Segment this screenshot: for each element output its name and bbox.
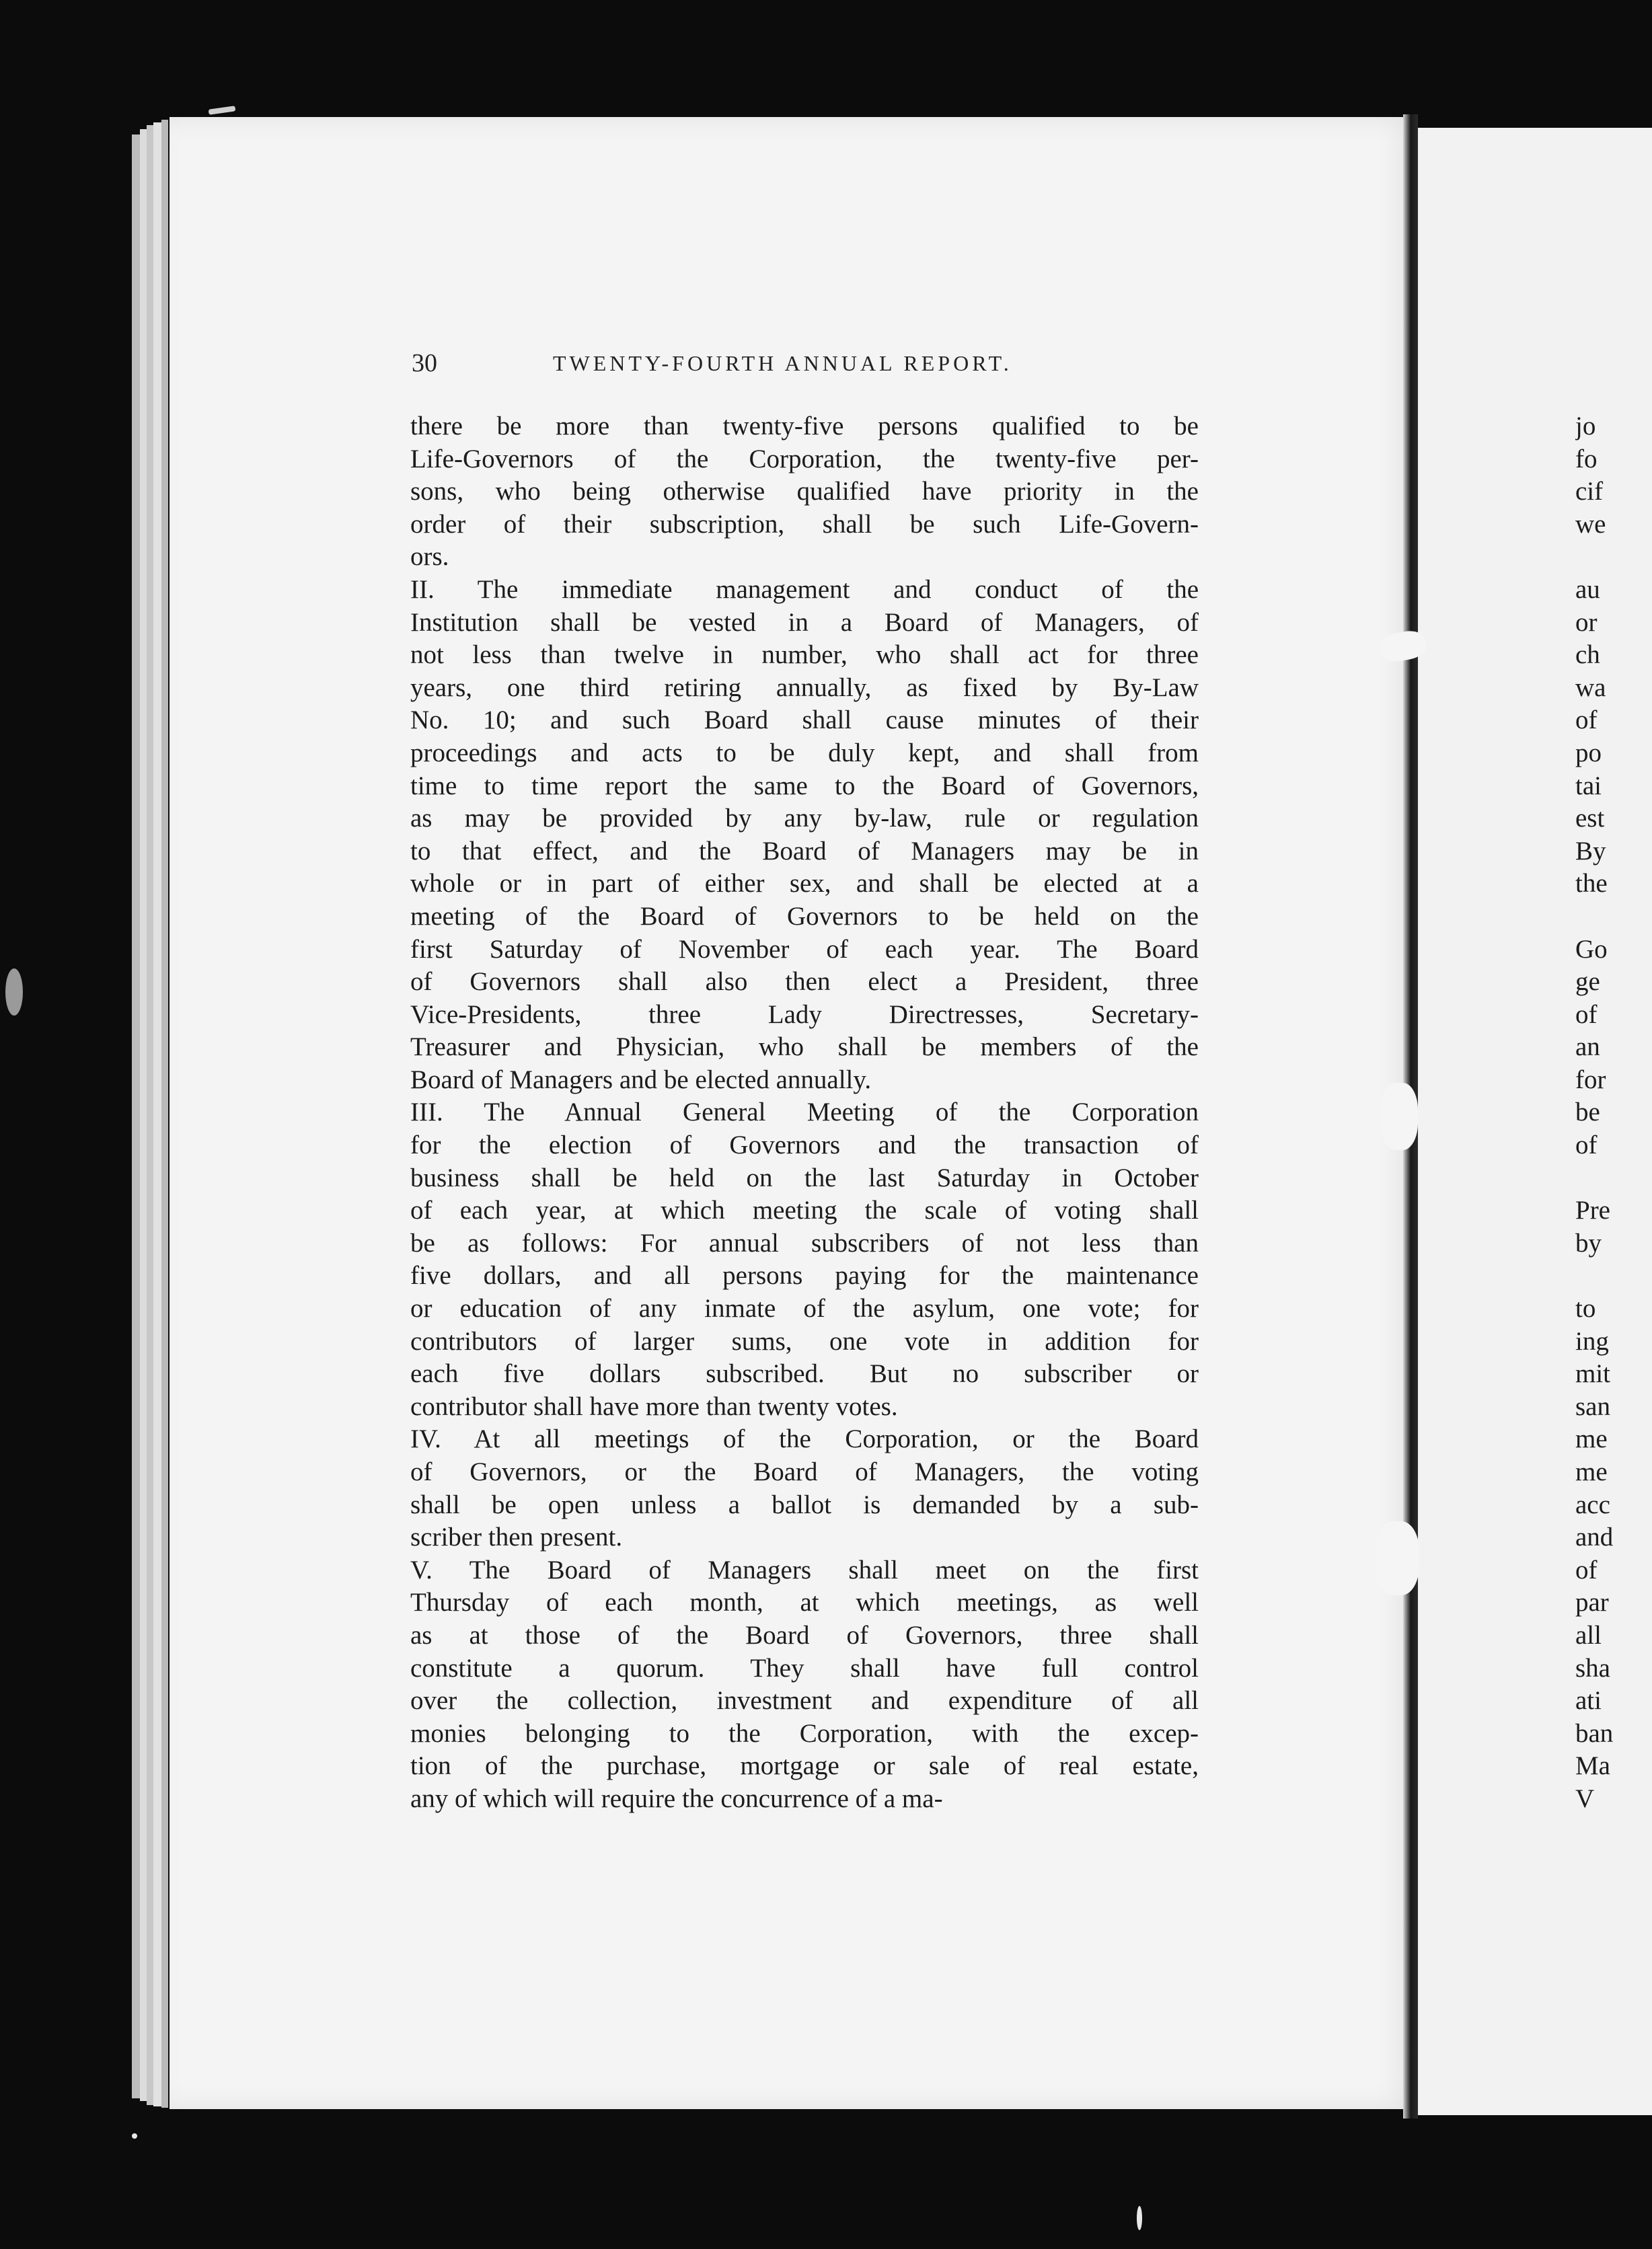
text-fragment: san <box>1575 1392 1610 1421</box>
running-head: TWENTY-FOURTH ANNUAL REPORT. <box>553 351 1012 375</box>
text-fragment: au <box>1575 574 1600 604</box>
scan-artifact <box>209 106 236 114</box>
text-line: of Governors, or the Board of Managers, the voting <box>410 1457 1199 1486</box>
text-line: monies belonging to the Corporation, with the excep- <box>410 1718 1199 1748</box>
text-line: Vice-Presidents, three Lady Directresses, Secretary- <box>410 999 1199 1029</box>
text-fragment: ban <box>1575 1718 1614 1748</box>
text-fragment: or <box>1575 607 1598 637</box>
text-line: to that effect, and the Board of Managers may be in <box>410 836 1199 866</box>
text-fragment: sha <box>1575 1653 1610 1683</box>
text-line: first Saturday of November of each year. The Board <box>410 934 1199 964</box>
text-fragment: tai <box>1575 771 1602 800</box>
text-fragment: an <box>1575 1032 1600 1062</box>
binding-staple <box>1380 1083 1418 1150</box>
text-line: proceedings and acts to be duly kept, and shall from <box>410 738 1199 767</box>
text-line: shall be open unless a ballot is demanded by a sub- <box>410 1490 1199 1519</box>
text-fragment: of <box>1575 1131 1598 1160</box>
text-line: contributor shall have more than twenty votes. <box>410 1392 898 1421</box>
text-line: not less than twelve in number, who shall act for three <box>410 640 1199 670</box>
text-line: business shall be held on the last Saturday in October <box>410 1163 1199 1192</box>
text-fragment: by <box>1575 1228 1602 1258</box>
text-line: any of which will require the concurrence of a ma- <box>410 1784 943 1813</box>
text-line: Treasurer and Physician, who shall be members of the <box>410 1032 1199 1062</box>
text-fragment: ing <box>1575 1326 1609 1356</box>
text-line: III. The Annual General Meeting of the Corporation <box>410 1098 1199 1127</box>
text-line: V. The Board of Managers shall meet on the first <box>410 1555 1199 1585</box>
text-fragment: fo <box>1575 444 1598 473</box>
text-fragment <box>1575 901 1652 933</box>
text-fragment: By <box>1575 836 1606 866</box>
page-edge <box>140 129 147 2101</box>
page-edge <box>147 125 153 2105</box>
text-fragment <box>1575 1162 1652 1195</box>
text-fragment <box>1575 541 1652 574</box>
text-fragment: acc <box>1575 1490 1610 1519</box>
page-number: 30 <box>412 349 437 377</box>
text-fragment: me <box>1575 1424 1608 1454</box>
text-line: meeting of the Board of Governors to be held on the <box>410 901 1199 931</box>
text-line: each five dollars subscribed. But no subscriber or <box>410 1359 1199 1389</box>
text-fragment: of <box>1575 999 1598 1029</box>
text-line: Life-Governors of the Corporation, the twenty-five per- <box>410 444 1199 473</box>
text-line: ors. <box>410 542 449 572</box>
text-fragment: cif <box>1575 477 1604 506</box>
text-fragment: Pre <box>1575 1196 1610 1225</box>
scan-artifact <box>5 968 23 1016</box>
text-line: IV. At all meetings of the Corporation, or the Board <box>410 1424 1199 1454</box>
text-fragment: Go <box>1575 934 1608 964</box>
text-line: Institution shall be vested in a Board of Managers, of <box>410 607 1199 637</box>
text-line: there be more than twenty-five persons qualified to be <box>410 412 1199 441</box>
text-line: whole or in part of either sex, and shall be elected at a <box>410 869 1199 899</box>
text-line: of each year, at which meeting the scale of voting shall <box>410 1196 1199 1225</box>
text-line: time to time report the same to the Board of Governors, <box>410 771 1199 800</box>
text-line: constitute a quorum. They shall have full control <box>410 1653 1199 1683</box>
text-fragment: of <box>1575 706 1598 735</box>
text-fragment: to <box>1575 1294 1596 1324</box>
text-fragment: ge <box>1575 967 1600 997</box>
text-line: Board of Managers and be elected annually. <box>410 1065 872 1094</box>
text-line: No. 10; and such Board shall cause minutes of their <box>410 706 1199 735</box>
text-line: tion of the purchase, mortgage or sale of real estate, <box>410 1751 1199 1781</box>
text-fragment: the <box>1575 869 1608 899</box>
text-fragment: est <box>1575 804 1605 833</box>
text-fragment: ch <box>1575 640 1600 670</box>
right-page-text <box>1575 410 1652 1816</box>
text-fragment: for <box>1575 1065 1606 1094</box>
body-text <box>410 410 1199 1816</box>
text-line: order of their subscription, shall be such Life-Govern- <box>410 509 1199 539</box>
text-line: as at those of the Board of Governors, three shall <box>410 1620 1199 1650</box>
binding-staple <box>1375 1521 1419 1595</box>
scan-artifact <box>1137 2206 1142 2230</box>
text-line: as may be provided by any by-law, rule or regulation <box>410 804 1199 833</box>
text-fragment: we <box>1575 509 1606 539</box>
text-line: Thursday of each month, at which meetings, as well <box>410 1588 1199 1617</box>
text-line: over the collection, investment and expenditure of all <box>410 1686 1199 1716</box>
text-line: be as follows: For annual subscribers of not less than <box>410 1228 1199 1258</box>
text-fragment: wa <box>1575 673 1606 702</box>
text-line: of Governors shall also then elect a President, three <box>410 967 1199 997</box>
text-fragment: of <box>1575 1555 1598 1585</box>
text-fragment: and <box>1575 1523 1614 1552</box>
text-fragment: all <box>1575 1620 1602 1650</box>
text-line: sons, who being otherwise qualified have priority in the <box>410 477 1199 506</box>
text-line: scriber then present. <box>410 1523 623 1552</box>
text-line: five dollars, and all persons paying for the maintenance <box>410 1261 1199 1291</box>
text-fragment: jo <box>1575 412 1596 441</box>
text-fragment: po <box>1575 738 1602 767</box>
text-fragment: be <box>1575 1098 1600 1127</box>
page-edge <box>132 135 140 2098</box>
scan-artifact <box>132 2133 137 2139</box>
text-fragment: V <box>1575 1784 1595 1813</box>
text-line: II. The immediate management and conduct of the <box>410 574 1199 604</box>
text-fragment <box>1575 1260 1652 1293</box>
text-fragment: mit <box>1575 1359 1611 1389</box>
text-line: or education of any inmate of the asylum, one vote; for <box>410 1294 1199 1324</box>
text-line: years, one third retiring annually, as fixed by By-Law <box>410 673 1199 702</box>
text-line: for the election of Governors and the transaction of <box>410 1131 1199 1160</box>
text-fragment: Ma <box>1575 1751 1610 1781</box>
text-fragment: ati <box>1575 1686 1602 1716</box>
page-edge <box>153 122 161 2106</box>
text-line: contributors of larger sums, one vote in addition for <box>410 1326 1199 1356</box>
page-edge <box>161 120 168 2108</box>
text-fragment: par <box>1575 1588 1609 1617</box>
text-fragment: me <box>1575 1457 1608 1486</box>
